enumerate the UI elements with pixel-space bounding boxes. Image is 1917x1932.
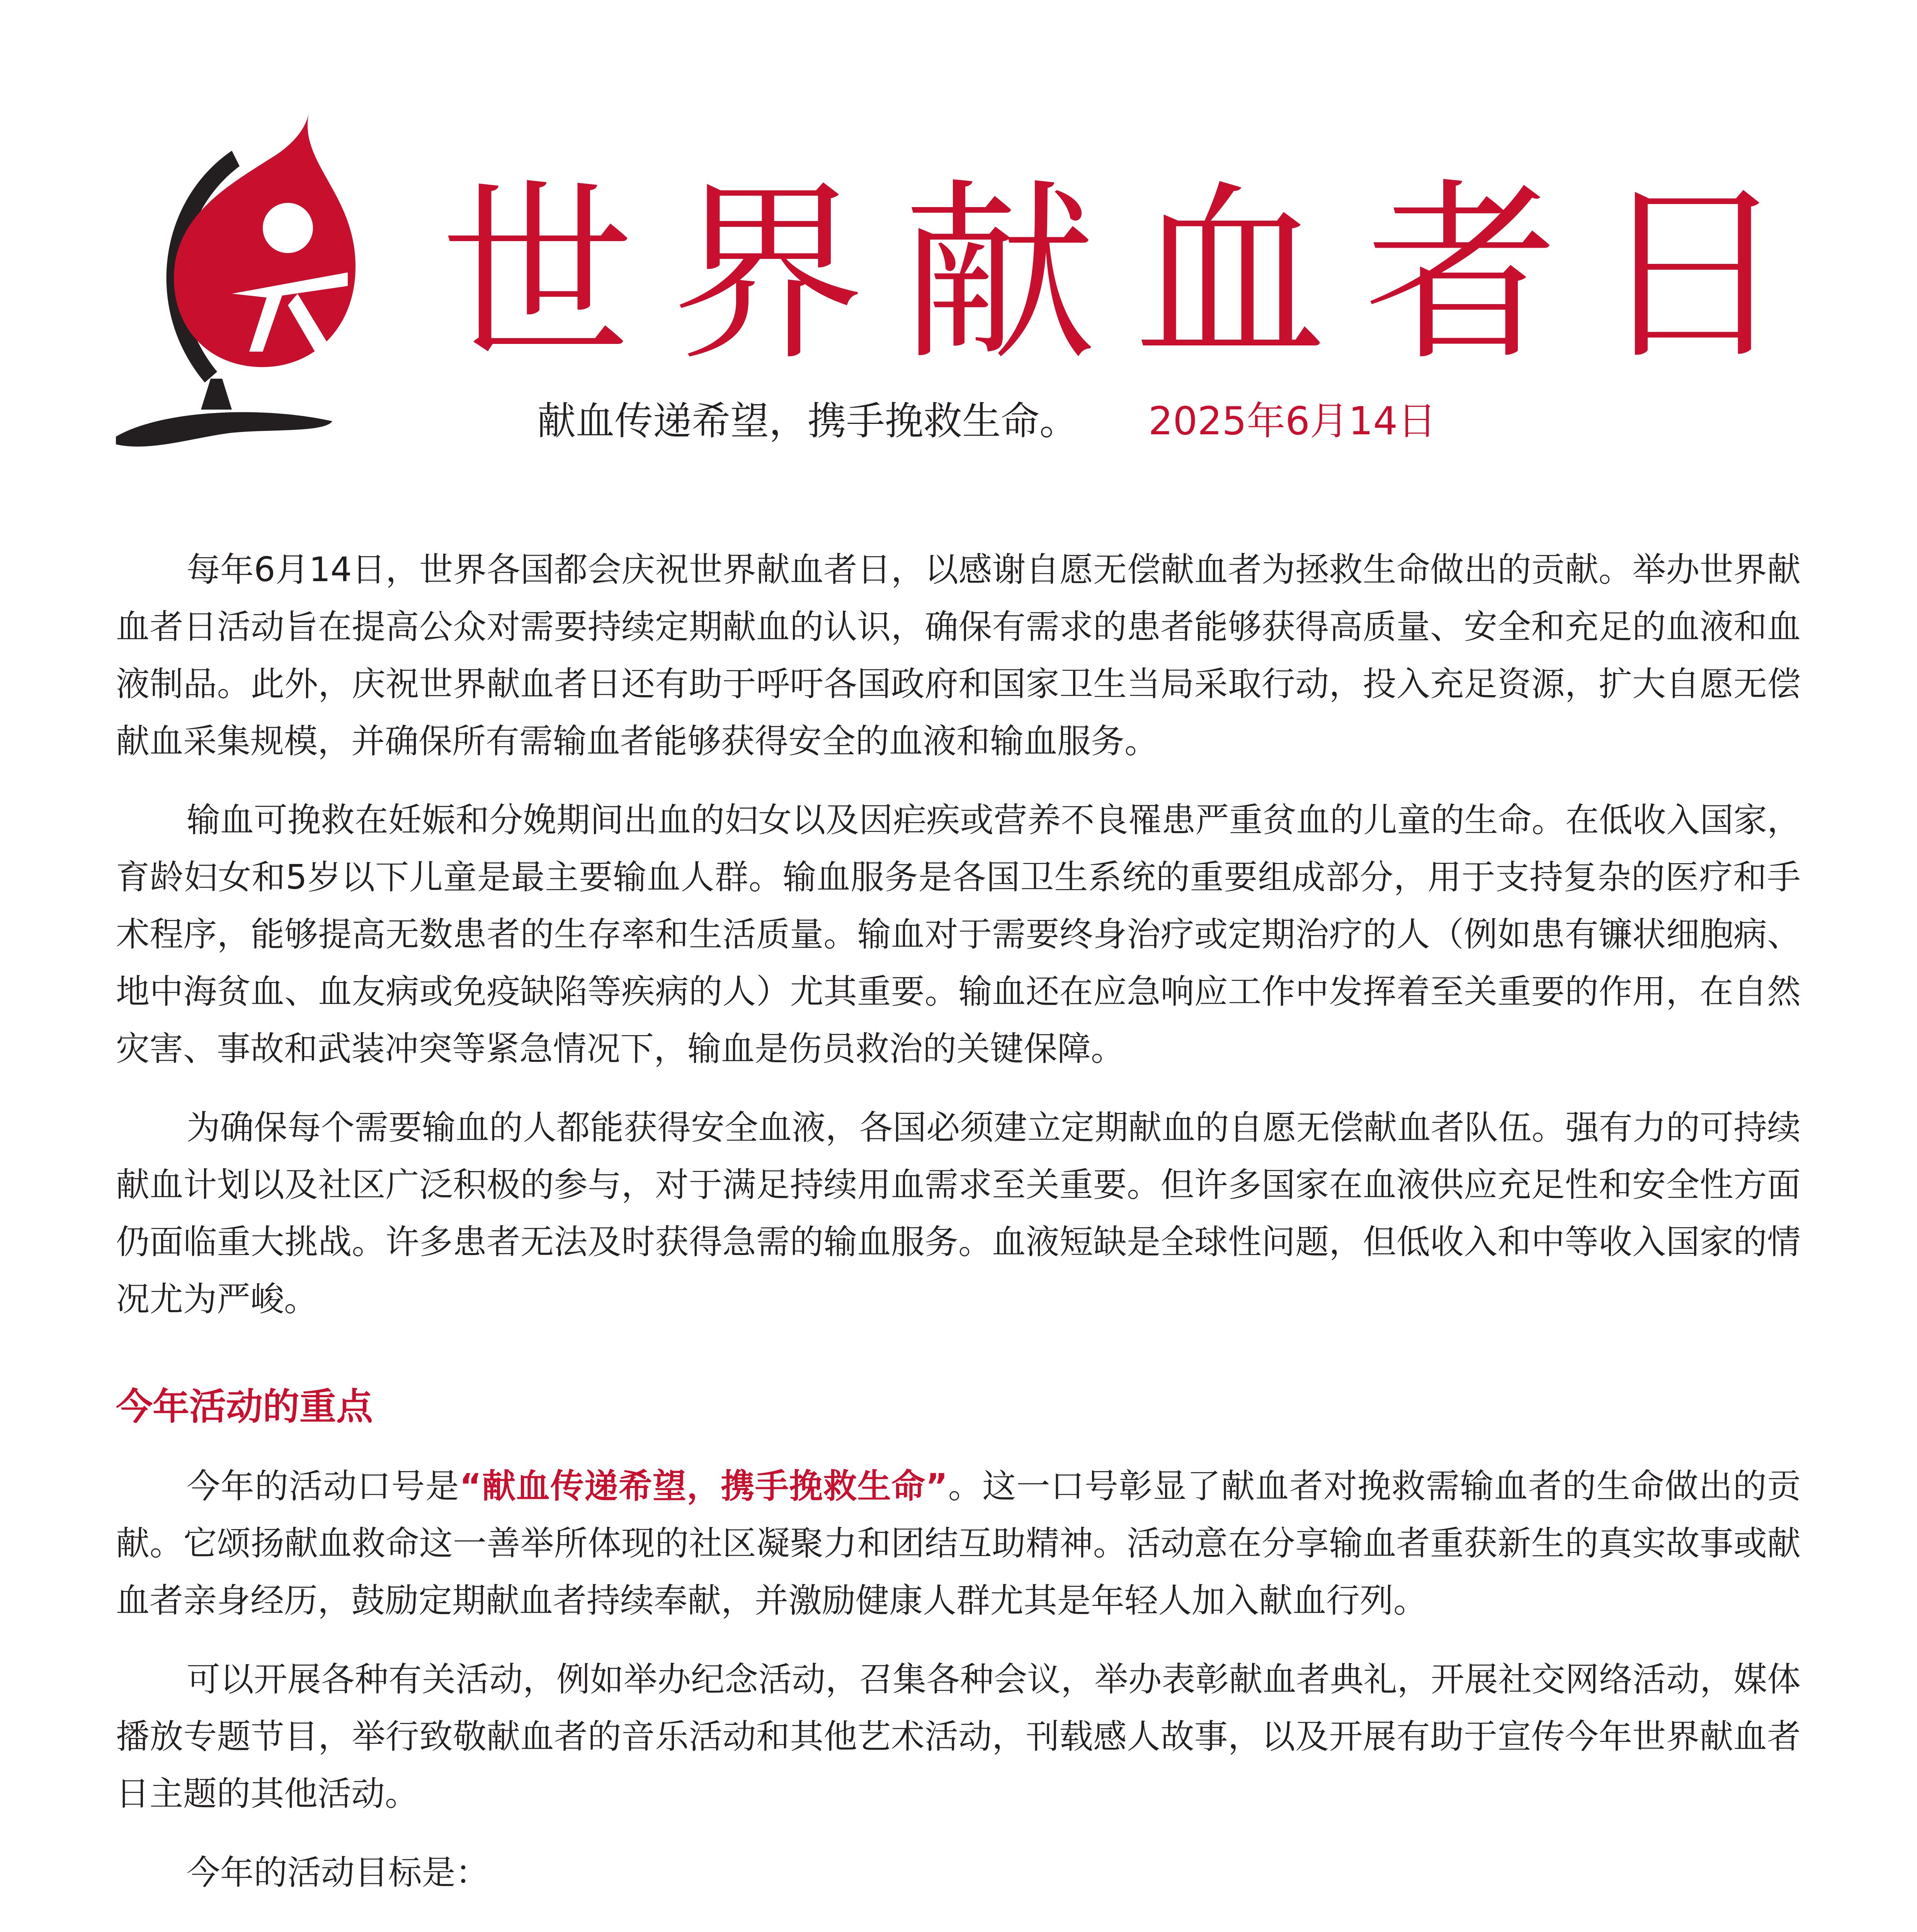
- section-heading-focus: 今年活动的重点: [116, 1386, 373, 1428]
- goals-list: [116, 1923, 1801, 1932]
- paragraph-intro: 每年6月14日，世界各国都会庆祝世界献血者日，以感谢自愿无偿献血者为拯救生命做出的贡献。举办世界献血者日活动旨在提高公众对需要持续定期献血的认识，确保有需求的患者能够获得高质量、安全和充足的血液和血液制品。此外，庆祝世界献血者日还有助于呼吁各国政府和国家卫生当局采取行动，投入充足资源，扩大自愿无偿献血采集规模，并确保所有需输血者能够获得安全的血液和输血服务。: [116, 550, 1801, 761]
- paragraph-slogan: [116, 1458, 1801, 1629]
- slogan-lead-text: 今年的活动口号是: [186, 1466, 460, 1506]
- paragraph-safety: 为确保每个需要输血的人都能获得安全血液，各国必须建立定期献血的自愿无偿献血者队伍。强有力的可持续献血计划以及社区广泛积极的参与，对于满足持续用血需求至关重要。但许多国家在血液供应充足性和安全性方面仍面临重大挑战。许多患者无法及时获得急需的输血服务。血液短缺是全球性问题，但低收入和中等收入国家的情况尤为严峻。: [116, 1108, 1801, 1319]
- main-content: [116, 541, 1801, 1932]
- slogan-trail-text: 。这一口号彰显了献血者对挽救需输血者的生命做出的贡献。它颂扬献血救命这一善举所体现的社区凝聚力和团结互助精神。活动意在分享输血者重获新生的真实故事或献血者亲身经历，鼓励定期献血者持续奉献，并激励健康人群尤其是年轻人加入献血行列。: [116, 1466, 1801, 1620]
- header-subtitle: [537, 394, 1774, 448]
- header-date: 2025年6月14日: [1148, 398, 1437, 444]
- world-blood-donor-day-logo: [116, 112, 425, 452]
- header-slogan: 献血传递希望，携手挽救生命。: [537, 398, 1078, 444]
- slogan-emphasis: “献血传递希望，携手挽救生命”: [459, 1466, 948, 1506]
- paragraph-transfusion: 输血可挽救在妊娠和分娩期间出血的妇女以及因疟疾或营养不良罹患严重贫血的儿童的生命。在低收入国家，育龄妇女和5岁以下儿童是最主要输血人群。输血服务是各国卫生系统的重要组成部分，用于支持复杂的医疗和手术程序，能够提高无数患者的生存率和生活质量。输血对于需要终身治疗或定期治疗的人（例如患有镰状细胞病、地中海贫血、血友病或免疫缺陷等疾病的人）尤其重要。输血还在应急响应工作中发挥着至关重要的作用，在自然灾害、事故和武装冲突等紧急情况下，输血是伤员救治的关键保障。: [116, 800, 1801, 1068]
- goals-intro: 今年的活动目标是：: [186, 1853, 489, 1892]
- paragraph-activities: 可以开展各种有关活动，例如举办纪念活动，召集各种会议，举办表彰献血者典礼，开展社交网络活动，媒体播放专题节目，举行致敬献血者的音乐活动和其他艺术活动，刊载感人故事，以及开展有助于宣传今年世界献血者日主题的其他活动。: [116, 1660, 1801, 1813]
- list-item: [116, 1923, 1801, 1932]
- page-title: 世界献血者日: [441, 162, 1827, 387]
